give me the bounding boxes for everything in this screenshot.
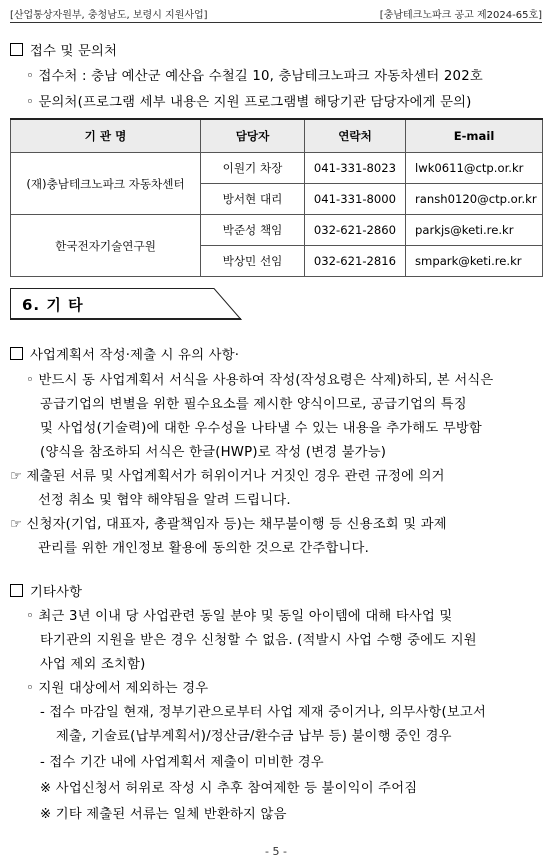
person-cell: 이원기 차장 [201,153,305,184]
section-title: 6. 기 타 [22,296,84,314]
other-title: 기타사항 [30,585,83,600]
header-person: 담당자 [201,119,305,153]
notice-line: 관리를 위한 개인정보 활용에 동의한 것으로 간주합니다. [38,541,370,556]
other-line: ※ 사업신청서 허위로 작성 시 추후 참여제한 등 불이익이 주어짐 [40,781,418,796]
phone-cell: 032-621-2860 [305,215,406,246]
header-org: 기 관 명 [11,119,201,153]
person-cell: 박준성 책임 [201,215,305,246]
email-cell: ransh0120@ctp.or.kr [406,184,543,215]
email-cell: smpark@keti.re.kr [406,246,543,277]
other-line: - 접수 기간 내에 사업계획서 제출이 미비한 경우 [40,755,324,770]
other-line: ◦ 지원 대상에서 제외하는 경우 [26,681,209,696]
checkbox-square-icon [10,584,23,597]
other-line: - 접수 마감일 현재, 정부기관으로부터 사업 제재 중이거나, 의무사항(보고서 [40,705,486,720]
table-row [11,215,543,246]
notice-line: ☞ 신청자(기업, 대표자, 총괄책임자 등)는 채무불이행 등 신용조회 및 과제 [10,517,447,532]
header-email: E-mail [406,119,543,153]
other-line: 사업 제외 조치함) [40,657,146,672]
header-right: [충남테크노파크 공고 제2024-65호] [379,10,542,21]
notes-line: 및 사업성(기술력)에 대한 우수성을 나타낼 수 있는 내용을 추가해도 무방함 [40,421,482,436]
section-title-box [10,288,242,320]
other-line: ◦ 최근 3년 이내 당 사업관련 동일 분야 및 동일 아이템에 대해 타사업 및 [26,609,453,624]
email-cell: parkjs@keti.re.kr [406,215,543,246]
notes-line: ◦ 반드시 동 사업계획서 서식을 사용하여 작성(작성요령은 삭제)하되, 본 서식은 [26,373,494,388]
header-phone: 연락처 [305,119,406,153]
header-left: [산업통상자원부, 충청남도, 보령시 지원사업] [10,10,208,21]
phone-cell: 041-331-8023 [305,153,406,184]
phone-cell: 032-621-2816 [305,246,406,277]
person-cell: 박상민 선임 [201,246,305,277]
phone-cell: 041-331-8000 [305,184,406,215]
notes-line: (양식을 참조하되 서식은 한글(HWP)로 작성 (변경 불가능) [40,445,387,460]
checkbox-square-icon [10,43,23,56]
other-line: 타기관의 지원을 받은 경우 신청할 수 없음. (적발시 사업 수행 중에도 지원 [40,633,477,648]
notice-line: ☞ 제출된 서류 및 사업계획서가 허위이거나 거짓인 경우 관련 규정에 의거 [10,469,445,484]
inquiry-address: ◦ 접수처 : 충남 예산군 예산읍 수철길 10, 충남테크노파크 자동차센터 202호 [26,69,483,84]
notice-line: 선정 취소 및 협약 해약됨을 알려 드립니다. [38,493,291,508]
page-number: - 5 - [265,845,287,858]
header-divider [10,22,542,23]
org-name: 한국전자기술연구원 [11,215,201,277]
inquiry-heading [10,40,117,59]
other-heading [10,581,82,600]
checkbox-square-icon [10,347,23,360]
notes-line: 공급기업의 변별을 위한 필수요소를 제시한 양식이므로, 공급기업의 특징 [40,397,467,412]
notes-title: 사업계획서 작성·제출 시 유의 사항· [30,348,240,363]
table-row [11,153,543,184]
inquiry-contact-note: ◦ 문의처(프로그램 세부 내용은 지원 프로그램별 해당기관 담당자에게 문의) [26,95,472,110]
notes-heading [10,344,239,363]
other-line: ※ 기타 제출된 서류는 일체 반환하지 않음 [40,807,287,822]
contacts-table [10,118,543,277]
other-line: 제출, 기술료(납부계획서)/정산금/환수금 납부 등) 불이행 중인 경우 [56,729,452,744]
person-cell: 방서현 대리 [201,184,305,215]
inquiry-title: 접수 및 문의처 [30,44,118,59]
email-cell: lwk0611@ctp.or.kr [406,153,543,184]
table-header-row [11,119,543,153]
org-name: (재)충남테크노파크 자동차센터 [11,153,201,215]
